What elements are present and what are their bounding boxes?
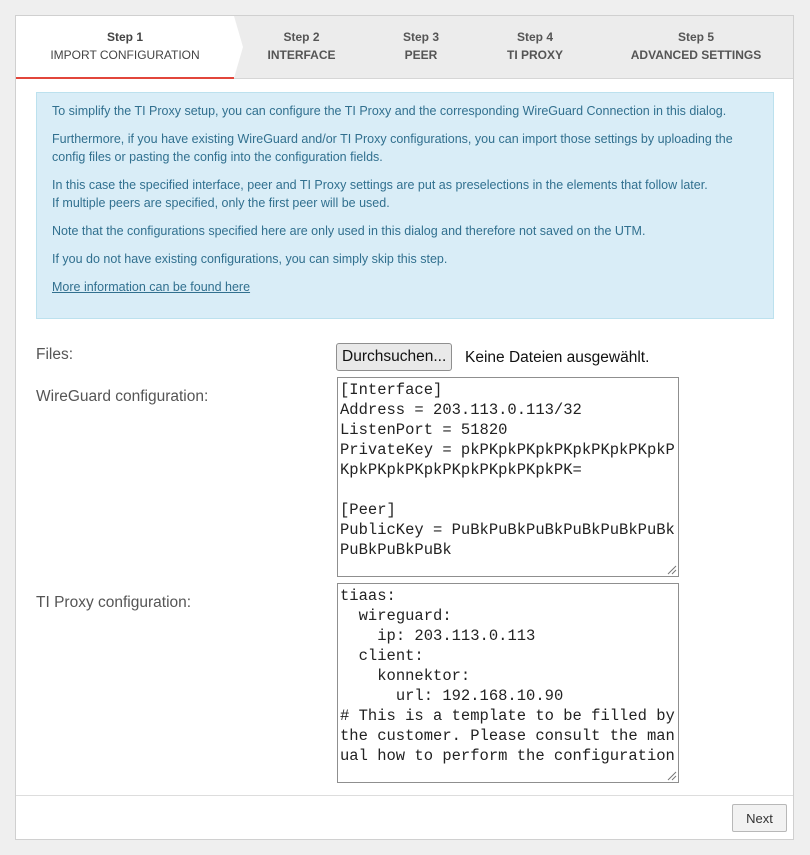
info-paragraph: If you do not have existing configurations, you can simply skip this step. <box>52 252 448 266</box>
info-line: If multiple peers are specified, only the first peer will be used. <box>52 196 390 210</box>
step-label: TI PROXY <box>506 48 563 62</box>
step-label: IMPORT CONFIGURATION <box>50 48 200 62</box>
files-label: Files: <box>36 346 74 363</box>
info-line: In this case the specified interface, peer and TI Proxy settings are put as preselections in the elements that follow later. <box>52 178 708 192</box>
footer-divider <box>16 795 793 796</box>
resize-handle-icon[interactable] <box>665 769 677 781</box>
step-label: PEER <box>404 48 438 62</box>
wireguard-config-label: WireGuard configuration: <box>36 388 209 405</box>
step-number: Step 1 <box>106 30 143 44</box>
wireguard-config-text: [Interface] Address = 203.113.0.113/32 ListenPort = 51820 PrivateKey = pkPKpkPKpkPKpkPKpkPKpkPKpkPKpkPKpkPKpkPKpkPKpkPK= [Peer] PublicKey = PuBkPuBkPuBkPuBkPuBkPuBkPuBkPuBkPuBk <box>340 381 675 559</box>
wizard-dialog <box>15 15 794 840</box>
step-number: Step 2 <box>283 30 320 44</box>
more-information-link[interactable]: More information can be found here <box>52 280 251 294</box>
info-paragraph: Furthermore, if you have existing WireGuard and/or TI Proxy configurations, you can import those settings by uploading the config files or pasting the config into the configuration fields. <box>52 132 733 164</box>
step-number: Step 4 <box>516 30 553 44</box>
info-paragraph: Note that the configurations specified here are only used in this dialog and therefore not saved on the UTM. <box>52 224 646 238</box>
no-file-selected-text: Keine Dateien ausgewählt. <box>465 349 650 366</box>
tiproxy-config-textarea[interactable] <box>337 583 679 783</box>
step-peer[interactable] <box>371 16 471 78</box>
next-button[interactable]: Next <box>732 804 787 832</box>
info-box <box>36 92 774 319</box>
step-interface[interactable] <box>244 16 359 78</box>
wireguard-config-textarea[interactable] <box>337 377 679 577</box>
step-ti-proxy[interactable] <box>481 16 589 78</box>
step-label: INTERFACE <box>267 48 336 62</box>
active-step-indicator <box>16 77 234 79</box>
step-import-configuration[interactable] <box>16 16 234 78</box>
wizard-steps <box>16 16 793 79</box>
tiproxy-config-label: TI Proxy configuration: <box>36 594 192 611</box>
browse-button[interactable]: Durchsuchen... <box>336 343 452 371</box>
tiproxy-config-text: tiaas: wireguard: ip: 203.113.0.113 client: konnektor: url: 192.168.10.90 # This is a template to be filled by the customer. Please consult the manual how to perform the configuration <box>340 587 675 765</box>
step-advanced-settings[interactable] <box>616 16 776 78</box>
step-label: ADVANCED SETTINGS <box>630 48 762 62</box>
step-number: Step 3 <box>402 30 439 44</box>
resize-handle-icon[interactable] <box>665 563 677 575</box>
info-paragraph <box>52 176 758 212</box>
info-paragraph: To simplify the TI Proxy setup, you can configure the TI Proxy and the corresponding WireGuard Connection in this dialog. <box>52 104 727 118</box>
step-number: Step 5 <box>677 30 714 44</box>
